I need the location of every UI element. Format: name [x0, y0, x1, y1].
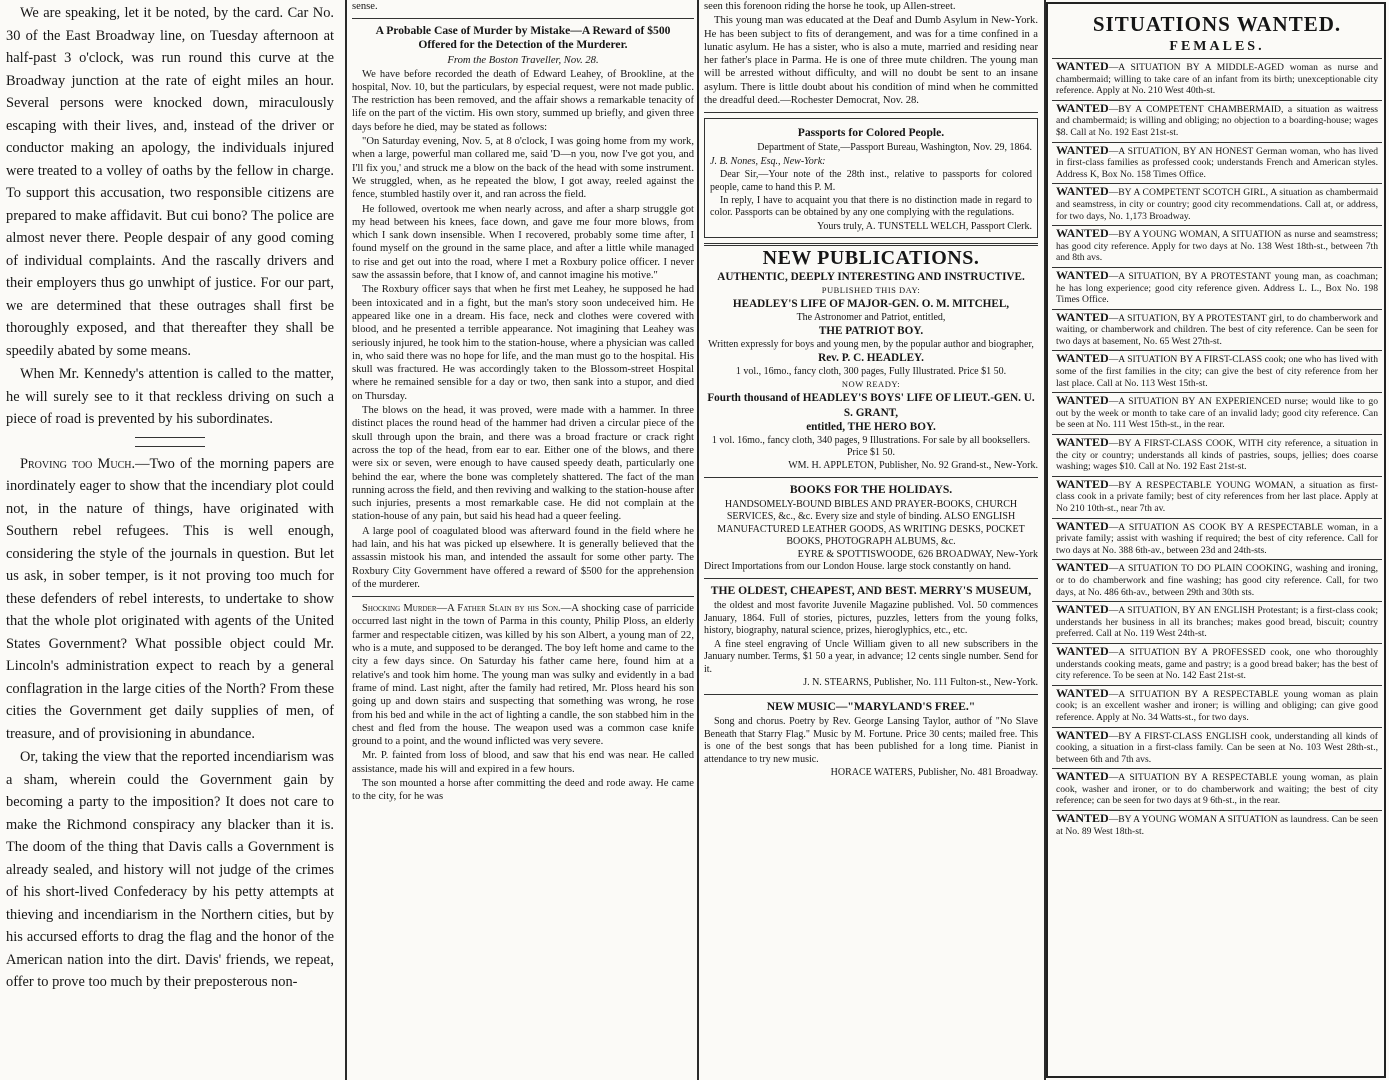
kennedy-paragraph: When Mr. Kennedy's attention is called to the matter, he will surely see to it that reckless driving on such a piece of road is prevented by his subordinates.	[6, 366, 334, 427]
wanted-text: —A SITUATION BY A RESPECTABLE young woman as plain cook; is an excellent washer and ironer; is willing and obliging; can give good reference. Apply at No. 34 Watts-st., for two days.	[1056, 688, 1378, 723]
ads-list	[1052, 58, 1382, 840]
shocking-murder-paragraph: Mr. P. fainted from loss of blood, and saw that his end was near. He called assistance, made his will and expired in a few hours.	[352, 750, 694, 775]
newpub-line: Rev. P. C. HEADLEY.	[818, 352, 924, 365]
wanted-lead: WANTED	[1056, 643, 1109, 658]
shocking-murder-paragraph: The son mounted a horse after committing the deed and rode away. He came to the city, for he was	[352, 778, 694, 803]
newpub-line: PUBLISHED THIS DAY:	[821, 285, 921, 296]
wanted-lead: WANTED	[1056, 602, 1109, 617]
murder-paragraph: A large pool of coagulated blood was afterward found in the field where he had lain, and his hat was picked up elsewhere. It is generally believed that the assassin mistook his man, and intended the assault for some other party. The Roxbury City Government have offered a reward of $500 for the apprehension of the murderer.	[352, 525, 694, 590]
proving-too-much-text: —Two of the morning papers are inordinately eager to show that the incendiary plot could not, in the nature of things, have originated with Southern rebel refugees. This is well enough, considering the style of the journals in question. But let us ask, in sober temper, is it not proving too much for these defenders of rebel interests, to undertake to show that the whole plot originated with agents of the United States Government? What possible object could Mr. Lincoln's administration expect to reach by a general conflagration in the large cities of the North? From these cities the Government get daily supplies of men, of treasure, and of provisioning in abundance.	[6, 455, 334, 742]
wanted-text: —A SITUATION BY A FIRST-CLASS cook; one who has lived with some of the first families in the city; can give the best of city reference from her last place. Call at No. 113 West 15th-st.	[1056, 354, 1378, 389]
wanted-ad	[1052, 142, 1382, 184]
murder-paragraph: We have before recorded the death of Edward Leahey, of Brookline, at the hospital, Nov. 10, but the particulars, by especial request, were not made public. The restriction has been removed, and the affair shows a remarkable tenacity of life on the part of the victim. His own story, summed up briefly, and given three days before he died, may be stated as follows:	[352, 68, 694, 133]
wanted-ad	[1052, 392, 1382, 434]
wanted-lead: WANTED	[1056, 184, 1109, 199]
wanted-lead: WANTED	[1056, 435, 1109, 450]
shocking-murder-text: —A shocking case of parricide occurred last night in the town of Parma in this county, Philip Ploss, an elderly farmer and respectable citizen, was killed by his son Albert, a young man of 22, who is a mute, and supposed to be deranged. The boy left home and came to the city a few days since. On Saturday his father came here, found him at a relative's and took him home. The young man was sulky and evidently in a bad frame of mind. Last night, after the family had retired, Mr. Ploss heard his son going up and down stairs and suspecting that something was wrong, he rose from his bed and while in the act of lighting a candle, the son stabbed him in the chest and fled from the house. The weapon used was a common case knife ground to a point, and the wound inflicted was very severe.	[352, 603, 694, 748]
murder-paragraph: The Roxbury officer says that when he first met Leahey, he supposed he had been intoxicated and in a fight, but the man's story soon undeceived him. He appeared like one in a dream. His face, neck and clothes were covered with blood, and he presented a terrible appearance. Not imagining that Leahey was seriously injured, he took him to the station-house, where a physician was called in, who said there was no hope for life, and the man must go to the hospital. His skull was fractured. He was accordingly taken to the Blossom-street Hospital where he remained sensible for a day or two, then sank into a stupor, and died on Thursday.	[352, 284, 694, 402]
wanted-lead: WANTED	[1056, 226, 1109, 241]
wanted-lead: WANTED	[1056, 685, 1109, 700]
wanted-lead: WANTED	[1056, 59, 1109, 73]
wanted-ad	[1052, 58, 1382, 100]
newpub-line: 1 vol., 16mo., fancy cloth, 300 pages, Fully Illustrated. Price $1 50.	[735, 365, 1007, 377]
newpub-line: Written expressly for boys and young men, by the popular author and biographer,	[708, 338, 1034, 350]
continuation-word: sense.	[352, 1, 378, 12]
new-music-headline: NEW MUSIC—"MARYLAND'S FREE."	[766, 700, 976, 714]
rule	[704, 578, 1038, 579]
rule	[704, 112, 1038, 113]
wanted-ad	[1052, 100, 1382, 142]
murder-paragraph: "On Saturday evening, Nov. 5, at 8 o'clock, I was going home from my work, when a large, powerful man collared me, said 'D—n you, now I've got you, and I'll fix you,' and struck me a blow on the back of the head with some instrument. We struggled, when, as he repeated the blow, I got away, reeled against the fence, stumbled hastily over it, and ran across the field.	[352, 136, 694, 201]
wanted-ad	[1052, 518, 1382, 560]
wanted-text: —A SITUATION BY A RESPECTABLE young woman, as plain cook, washer and ironer, or to do chamberwork and waiting; the best of city reference; can be seen for two days at 9 6th-st., in the rear.	[1056, 772, 1378, 807]
wanted-text: —A SITUATION BY A PROFESSED cook, one who thoroughly understands cooking meats, game and pastry; is a good bread baker; has the best of city reference. To be seen at No. 142 East 21st-st.	[1056, 646, 1378, 682]
wanted-lead: WANTED	[1056, 351, 1109, 366]
wanted-ad	[1052, 768, 1382, 810]
wanted-text: —BY A YOUNG WOMAN A SITUATION as laundress. Can be seen at No. 89 West 18th-st.	[1056, 814, 1378, 837]
passports-dept: Department of State,—Passport Bureau, Washington, Nov. 29, 1864.	[757, 142, 1032, 154]
merrys-museum-body: the oldest and most favorite Juvenile Magazine published. Vol. 50 commences January, 1864. Full of stories, pictures, puzzles, letters from the young folks, history, biography, natural science, prizes, hieroglyphics, etc., etc.	[704, 600, 1038, 637]
wanted-ad	[1052, 476, 1382, 518]
wanted-ad	[1052, 685, 1382, 727]
wanted-ad	[1052, 559, 1382, 601]
newpub-line: Fourth thousand of HEADLEY'S BOYS' LIFE OF LIEUT.-GEN. U. S. GRANT,	[707, 392, 1035, 419]
wanted-lead: WANTED	[1056, 393, 1109, 408]
wanted-lead: WANTED	[1056, 811, 1109, 826]
wanted-lead: WANTED	[1056, 769, 1109, 784]
rule	[352, 596, 694, 597]
merrys-museum-body: A fine steel engraving of Uncle William given to all new subscribers in the January number. Terms, $1 50 a year, in advance; 12 cents single number. Send for it.	[704, 638, 1038, 675]
continuation-paragraph: seen this forenoon riding the horse he took, up Allen-street.	[704, 1, 956, 12]
wanted-lead: WANTED	[1056, 476, 1109, 491]
column-rule-1	[345, 0, 347, 1080]
wanted-ad	[1052, 267, 1382, 309]
proving-too-much-paragraph	[6, 453, 334, 746]
wanted-lead: WANTED	[1056, 727, 1109, 742]
merrys-museum-publisher: J. N. STEARNS, Publisher, No. 111 Fulton-st., New-York.	[803, 676, 1038, 688]
wanted-text: —BY A YOUNG WOMAN, A SITUATION as nurse and seamstress; has good city reference. Apply for two days at No. 138 West 18th-st., between 7th and 8th avs.	[1056, 229, 1378, 264]
females-subtitle: FEMALES.	[1169, 39, 1265, 54]
new-music-publisher: HORACE WATERS, Publisher, No. 481 Broadway.	[830, 766, 1038, 778]
rule	[704, 694, 1038, 695]
wanted-text: —BY A RESPECTABLE YOUNG WOMAN, a situation as first-class cook in a private family; best of city references from her last place. Apply at No 210 10th-st., near 7th av.	[1056, 479, 1378, 514]
newpub-line: WM. H. APPLETON, Publisher, No. 92 Grand-st., New-York.	[788, 459, 1038, 471]
wanted-text: —A SITUATION AS COOK BY A RESPECTABLE woman, in a private family; assist with washing if required; the best of city reference. Call for two days at No. 388 6th-av., between 23d and 24th-sts.	[1056, 521, 1378, 556]
wanted-text: —A SITUATION, BY A PROTESTANT girl, to do chamberwork and waiting, or chamberwork and children. The best of city reference. Can be seen for two days at basement, No. 65 West 27th-st.	[1056, 312, 1378, 347]
wanted-ad	[1052, 643, 1382, 685]
newpub-line: HEADLEY'S LIFE OF MAJOR-GEN. O. M. MITCHEL,	[732, 298, 1010, 311]
books-note: Direct Importations from our London House. large stock constantly on hand.	[704, 561, 1011, 573]
wanted-ad	[1052, 601, 1382, 643]
wanted-ad	[1052, 309, 1382, 351]
wanted-lead: WANTED	[1056, 267, 1109, 282]
wanted-lead: WANTED	[1056, 560, 1109, 575]
passports-paragraph: Dear Sir,—Your note of the 28th inst., relative to passports for colored people, came to hand this P. M.	[710, 169, 1032, 193]
wanted-text: —BY A COMPETENT CHAMBERMAID, a situation as waitress and chambermaid; is willing and obliging; no objection to a boarding-house; wages $8. Call at No. 192 East 21st-st.	[1056, 103, 1378, 138]
books-publisher: EYRE & SPOTTISWOODE, 626 BROADWAY, New-York	[797, 548, 1038, 560]
passports-notice	[704, 118, 1038, 238]
wanted-text: —BY A FIRST-CLASS ENGLISH cook, understanding all kinds of cooking, a situation in a first-class family. Can be seen at No. 103 West 28th-st., between 6th and 7th avs.	[1056, 730, 1378, 765]
incendiarism-paragraph: Or, taking the view that the reported incendiarism was a sham, wherein could the Government gain by becoming a party to the imposition? It does not care to make the Richmond conspiracy any blacker than it is. The doom of the thing that Davis calls a Government is already sealed, and history will not judge of the crimes of his short-lived Confederacy by his petty attempts at thieving and incendiarism in the Northern cities, but by his accursed efforts to drag the flag and the honor of the American nation into the dirt. Davis' friends, we repeat, offer to prove too much by their preposterous non-	[6, 749, 334, 990]
car-curve-paragraph: We are speaking, let it be noted, by the card. Car No. 30 of the East Broadway line, on Tuesday afternoon at half-past 3 o'clock, was run round this curve at the Broadway junction at the rate of eight miles an hour. Several persons were knocked down, miraculously escaping with their lives, and, instead of the driver or conductor making an apology, the individuals injured were treated to a volley of oaths by the fellow in charge. To support this accusation, two responsible citizens are prepared to make affidavit. But cui bono? The police are almost never there. People despair of any good coming of individual complaints. And the rascally drivers and their employers thus go unwhipt of justice. For our part, we are determined that these outrages shall first be thoroughly exposed, and that thereafter they shall be speedily abated by some means.	[6, 5, 334, 359]
wanted-lead: WANTED	[1056, 142, 1109, 157]
wanted-lead: WANTED	[1056, 100, 1109, 115]
newpub-line: NOW READY:	[841, 379, 901, 390]
wanted-text: —A SITUATION BY A MIDDLE-AGED woman as nurse and chambermaid; willing to take care of an infant from its birth; unexceptionable city reference. Apply at No. 210 West 40th-st.	[1056, 62, 1378, 97]
wanted-text: —A SITUATION, BY AN HONEST German woman, who has lived in first-class families as professed cook; understands French and American styles. Address K, Box No. 158 Times Office.	[1056, 145, 1378, 180]
wanted-ad	[1052, 225, 1382, 267]
news-column-2	[348, 0, 698, 1080]
passports-paragraph: In reply, I have to acquaint you that there is no distinction made in regard to color. Passports can be obtained by any one complying with the regulations.	[710, 195, 1032, 219]
newpub-line: THE PATRIOT BOY.	[818, 325, 924, 338]
situations-wanted-column	[1048, 0, 1386, 1080]
books-body: HANDSOMELY-BOUND BIBLES AND PRAYER-BOOKS, CHURCH SERVICES, &c., &c. Every size and style of binding. ALSO ENGLISH MANUFACTURED LEATHER GOODS, AS WRITING DESKS, POCKET BOOKS, PHOTOGRAPH ALBUMS, &c.	[717, 499, 1025, 548]
passports-signature: Yours truly, A. TUNSTELL WELCH, Passport Clerk.	[817, 220, 1032, 232]
wanted-text: —A SITUATION, BY AN ENGLISH Protestant; is a first-class cook; understands her business in all its branches; makes good bread, biscuit; country preferred. Call at No. 119 West 24th-st.	[1056, 605, 1378, 640]
rule	[704, 477, 1038, 478]
section-divider	[135, 437, 205, 447]
new-publications-headline: NEW PUBLICATIONS.	[762, 247, 980, 270]
murder-paragraph: The blows on the head, it was proved, were made with a hammer. In three distinct places the round head of the hammer had driven a circular piece of the skull through upon the brain, and there was a broad fracture or crack right across the top of the head, from ear to ear. Either one of the blows, and there were six or seven, were enough to have caused speedy death, particularly one behind the ear, where the bone was completely shattered. The fact of the man running across the field, and then reviving and walking to the station-house after such injuries, presents a most remarkable case. He did not complain at the station-house of any pain, but said his head had a queer feeling.	[352, 405, 694, 523]
newpub-line: AUTHENTIC, DEEPLY INTERESTING AND INSTRUCTIVE.	[717, 270, 1025, 283]
newpub-line: The Astronomer and Patriot, entitled,	[796, 311, 946, 323]
news-column-3	[700, 0, 1042, 1080]
wanted-text: —BY A FIRST-CLASS COOK, WITH city reference, a situation in the city or country; understands all kinds of pastries, soups, jellies; does coarse washing; wages $10. Call at No. 192 East 21st-st.	[1056, 438, 1378, 473]
wanted-ad	[1052, 727, 1382, 769]
wanted-ad	[1052, 350, 1382, 392]
editorial-column	[0, 0, 340, 1080]
double-rule	[704, 243, 1038, 246]
wanted-lead: WANTED	[1056, 309, 1109, 324]
merrys-museum-headline: THE OLDEST, CHEAPEST, AND BEST. MERRY'S MUSEUM,	[710, 584, 1032, 598]
wanted-text: —A SITUATION BY AN EXPERIENCED nurse; would like to go out by the week or month to take care of an invalid lady; good city reference. Can be seen at No. 111 West 15th-st., in the rear.	[1056, 396, 1378, 431]
wanted-ad	[1052, 183, 1382, 225]
shocking-murder-paragraph	[352, 602, 694, 748]
wanted-lead: WANTED	[1056, 518, 1109, 533]
wanted-ad	[1052, 434, 1382, 476]
murder-paragraph: He followed, overtook me when nearly across, and after a sharp struggle got my head between his knees, face down, and gave me four more blows, from which I sank down insensible. When I recovered, probably some time after, I found myself on the ground in the same place, and after a little while managed to rise and get out into the road, where I met a Roxbury police officer. I never saw the assassin before, that I know of, and cannot imagine his motive."	[352, 203, 694, 282]
wanted-text: —BY A COMPETENT SCOTCH GIRL, A situation as chambermaid and seamstress, in city or country; good city recommendations. Call at, or address, for two days, No. 1,173 Broadway.	[1056, 187, 1378, 222]
situations-wanted-title: SITUATIONS WANTED.	[1092, 12, 1342, 36]
newpub-line: 1 vol. 16mo., fancy cloth, 340 pages, 9 Illustrations. For sale by all booksellers. Price $1 50.	[711, 434, 1031, 459]
wanted-text: —A SITUATION, BY A PROTESTANT young man, as coachman; he has long experience; good city reference given. Address L. L., Box No. 198 Times Office.	[1056, 270, 1378, 306]
books-headline: BOOKS FOR THE HOLIDAYS.	[789, 483, 953, 497]
mute-paragraph: This young man was educated at the Deaf and Dumb Asylum in New-York. He has been subject to fits of derangement, and was for a time confined in a lunatic asylum. He has a sister, who is also a mute, married and residing near her father's place in Parma. He is one of three mute children. The young man will be arrested without difficulty, and will no doubt be sent to an insane asylum. There is little doubt about his condition of mind when he committed the dreadful deed.—Rochester Democrat, Nov. 28.	[704, 15, 1038, 107]
rule	[352, 18, 694, 19]
proving-too-much-lead: Proving too Much.	[20, 455, 136, 472]
new-music-body: Song and chorus. Poetry by Rev. George Lansing Taylor, author of "No Slave Beneath that Starry Flag." Music by M. Fortune. Price 30 cents; mailed free. This is one of the best songs that has been published for a long time. Pianist in attendance to try new music.	[704, 716, 1038, 765]
wanted-text: —A SITUATION TO DO PLAIN COOKING, washing and ironing, or to do chamberwork and fine washing; has good city reference. Call, for two days, at No. 486 6th-av., between 29th and 30th sts.	[1056, 563, 1378, 598]
murder-headline: A Probable Case of Murder by Mistake—A Reward of $500 Offered for the Detection of the Murderer.	[375, 24, 671, 52]
newpub-line: entitled, THE HERO BOY.	[806, 421, 936, 434]
passports-addressee: J. B. Nones, Esq., New-York:	[710, 155, 826, 167]
shocking-murder-lead: Shocking Murder—A Father Slain by his Son.	[362, 603, 561, 615]
murder-source: From the Boston Traveller, Nov. 28.	[447, 55, 599, 67]
passports-headline: Passports for Colored People.	[797, 126, 945, 140]
wanted-ad	[1052, 810, 1382, 840]
